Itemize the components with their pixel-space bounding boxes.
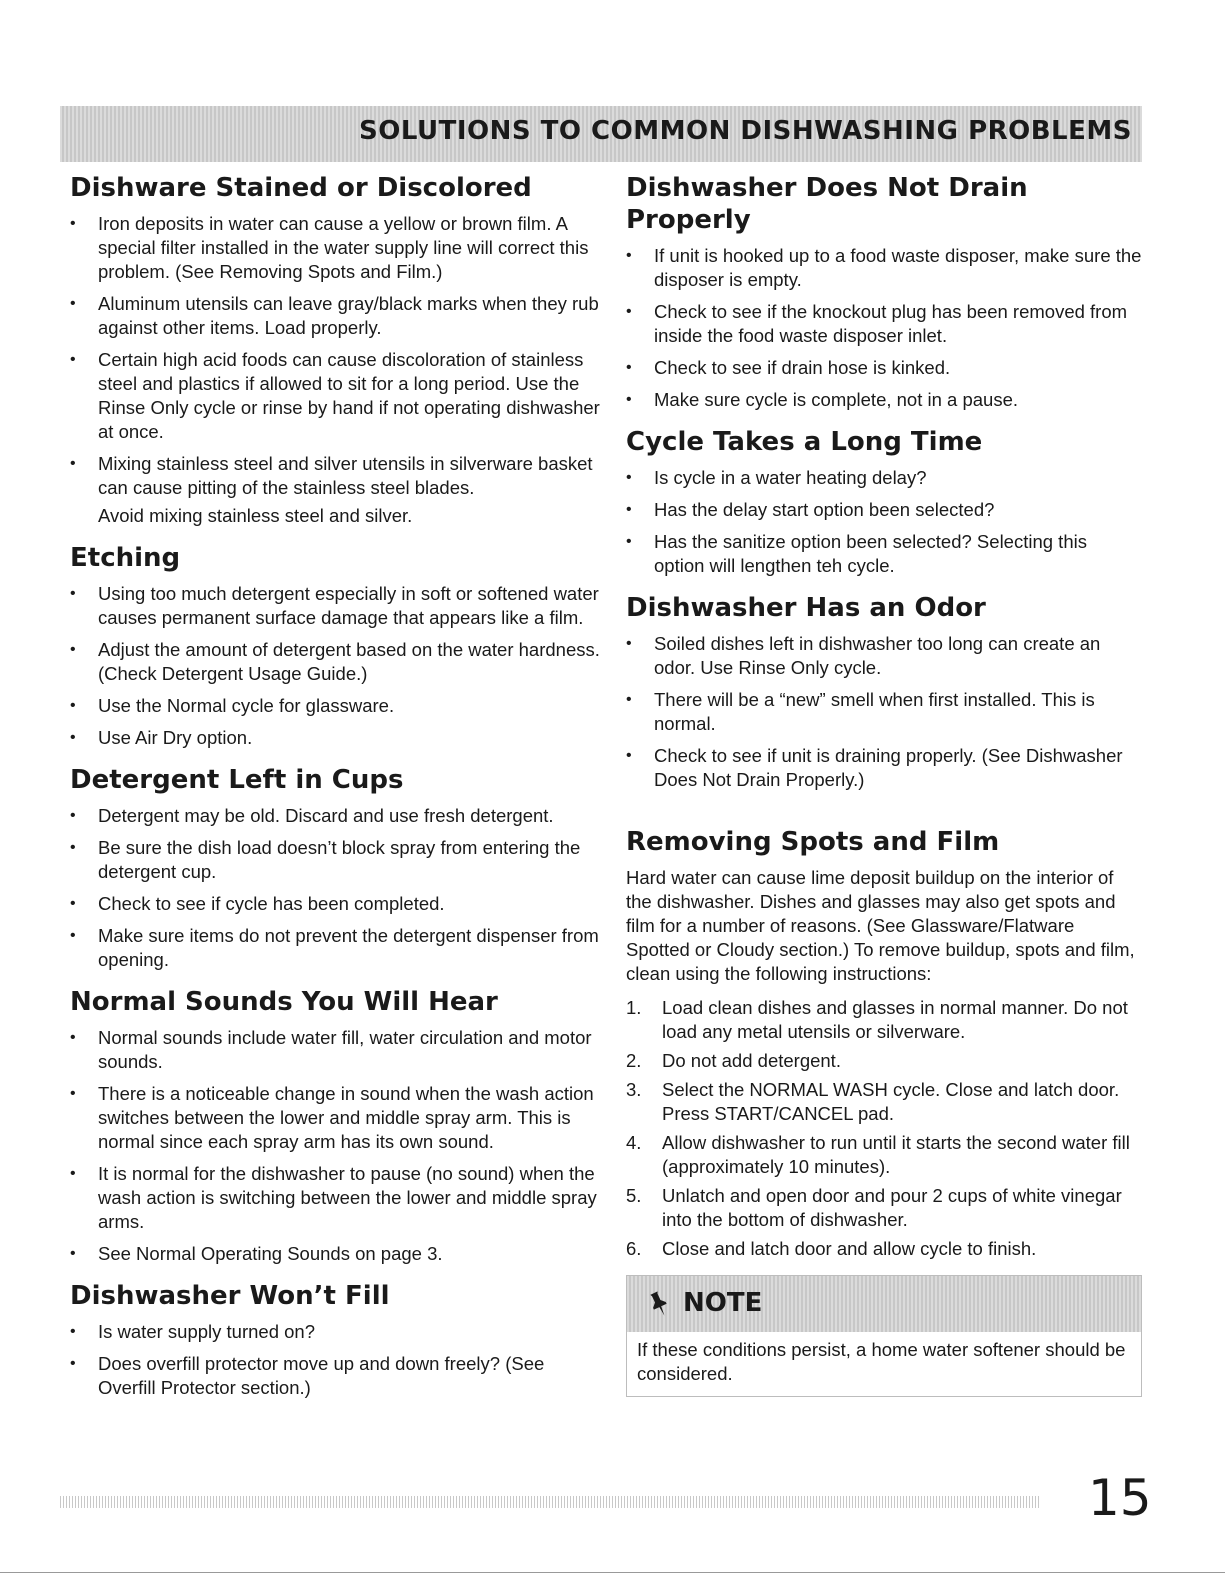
- step-number: 5.: [626, 1185, 642, 1206]
- section-cycle: [626, 426, 1142, 578]
- section-heading: Removing Spots and Film: [626, 827, 1000, 857]
- page-number: 15: [1088, 1469, 1152, 1527]
- step-text: Allow dishwasher to run until it starts the second water fill (approximately 10 minutes).: [662, 1132, 1130, 1177]
- list-item: • Iron deposits in water can cause a yellow or brown film. A special filter installed in the water supply line will correct this problem. (See Removing Spots and Film.): [70, 212, 600, 284]
- step-text: Unlatch and open door and pour 2 cups of white vinegar into the bottom of dishwasher.: [662, 1185, 1122, 1230]
- list-item: • Has the sanitize option been selected? Selecting this option will lengthen teh cycle.: [626, 530, 1142, 578]
- numbered-list: [626, 996, 1142, 1261]
- list-item: • Make sure items do not prevent the detergent dispenser from opening.: [70, 924, 600, 972]
- bullet-list: [70, 804, 600, 972]
- step-text: Load clean dishes and glasses in normal manner. Do not load any metal utensils or silverware.: [662, 997, 1128, 1042]
- list-item: [626, 996, 1142, 1044]
- list-item: • Certain high acid foods can cause discoloration of stainless steel and plastics if allowed to sit for a long period. Use the Rinse Only cycle or rinse by hand if not operating dishwasher at once.: [70, 348, 600, 444]
- list-item: • Check to see if unit is draining properly. (See Dishwasher Does Not Drain Properly.): [626, 744, 1142, 792]
- list-item: [626, 1131, 1142, 1179]
- section-spots: [626, 826, 1142, 1261]
- footer-rule: [60, 1496, 1040, 1508]
- step-number: 1.: [626, 997, 642, 1018]
- section-drain: [626, 172, 1142, 412]
- section-fill: [70, 1280, 600, 1400]
- list-item: • Use Air Dry option.: [70, 726, 600, 750]
- list-item: • Normal sounds include water fill, water circulation and motor sounds.: [70, 1026, 600, 1074]
- list-item: • Aluminum utensils can leave gray/black marks when they rub against other items. Load properly.: [70, 292, 600, 340]
- list-item: • Soiled dishes left in dishwasher too long can create an odor. Use Rinse Only cycle.: [626, 632, 1142, 680]
- note-header: [627, 1276, 1141, 1332]
- section-heading: Etching: [70, 543, 181, 573]
- step-number: 6.: [626, 1238, 642, 1259]
- section-odor: [626, 592, 1142, 792]
- page-banner: [60, 106, 1142, 162]
- right-column: [626, 172, 1142, 1397]
- list-item: • Detergent may be old. Discard and use fresh detergent.: [70, 804, 600, 828]
- list-item: • Has the delay start option been selected?: [626, 498, 1142, 522]
- bullet-list: [70, 1320, 600, 1400]
- note-box: [626, 1275, 1142, 1397]
- list-item: • Use the Normal cycle for glassware.: [70, 694, 600, 718]
- list-item: • Be sure the dish load doesn’t block spray from entering the detergent cup.: [70, 836, 600, 884]
- bullet-list: [626, 632, 1142, 792]
- left-column: [70, 172, 600, 1414]
- pushpin-icon: [647, 1290, 671, 1318]
- step-text: Close and latch door and allow cycle to finish.: [662, 1238, 1037, 1259]
- list-item: • Mixing stainless steel and silver utensils in silverware basket can cause pitting of the stainless steel blades.: [70, 452, 600, 500]
- section-heading: Dishwasher Does Not Drain Properly: [626, 173, 1028, 235]
- list-item: • There is a noticeable change in sound when the wash action switches between the lower and middle spray arm. This is normal since each spray arm has its own sound.: [70, 1082, 600, 1154]
- bullet-list: [626, 466, 1142, 578]
- list-item: • Is cycle in a water heating delay?: [626, 466, 1142, 490]
- page-edge-divider: [0, 1572, 1225, 1573]
- section-heading: Dishware Stained or Discolored: [70, 173, 532, 203]
- section-etching: [70, 542, 600, 750]
- list-item: • Does overfill protector move up and down freely? (See Overfill Protector section.): [70, 1352, 600, 1400]
- list-item: [626, 1237, 1142, 1261]
- list-item: [626, 1049, 1142, 1073]
- note-title: NOTE: [683, 1288, 763, 1318]
- section-detergent: [70, 764, 600, 972]
- list-item: [626, 1078, 1142, 1126]
- list-item: • If unit is hooked up to a food waste disposer, make sure the disposer is empty.: [626, 244, 1142, 292]
- list-item: • See Normal Operating Sounds on page 3.: [70, 1242, 600, 1266]
- section-intro: Hard water can cause lime deposit buildup on the interior of the dishwasher. Dishes and glasses may also get spots and film for a number of reasons. (See Glassware/Flatware Spotted or Cloudy section.) To remove buildup, spots and film, clean using the following instructions:: [626, 867, 1135, 984]
- bullet-list: [626, 244, 1142, 412]
- section-heading: Cycle Takes a Long Time: [626, 427, 983, 457]
- section-heading: Dishwasher Has an Odor: [626, 593, 986, 623]
- bullet-list: [70, 1026, 600, 1266]
- step-number: 2.: [626, 1050, 642, 1071]
- continuation-text: Avoid mixing stainless steel and silver.: [98, 505, 413, 526]
- list-item: • Check to see if cycle has been completed.: [70, 892, 600, 916]
- bullet-list: [70, 582, 600, 750]
- list-item: • Adjust the amount of detergent based on the water hardness. (Check Detergent Usage Guide.): [70, 638, 600, 686]
- bullet-list: [70, 212, 600, 500]
- list-item: • Is water supply turned on?: [70, 1320, 600, 1344]
- list-item: • It is normal for the dishwasher to pause (no sound) when the wash action is switching between the lower and middle spray arms.: [70, 1162, 600, 1234]
- section-heading: Detergent Left in Cups: [70, 765, 404, 795]
- section-sounds: [70, 986, 600, 1266]
- section-heading: Dishwasher Won’t Fill: [70, 1281, 390, 1311]
- list-item: • Using too much detergent especially in soft or softened water causes permanent surface damage that appears like a film.: [70, 582, 600, 630]
- note-text: If these conditions persist, a home water softener should be considered.: [637, 1339, 1126, 1384]
- page-title: SOLUTIONS TO COMMON DISHWASHING PROBLEMS: [359, 116, 1132, 146]
- list-item: • Check to see if drain hose is kinked.: [626, 356, 1142, 380]
- list-item: • Make sure cycle is complete, not in a pause.: [626, 388, 1142, 412]
- list-item: • There will be a “new” smell when first installed. This is normal.: [626, 688, 1142, 736]
- section-heading: Normal Sounds You Will Hear: [70, 987, 498, 1017]
- step-text: Do not add detergent.: [662, 1050, 841, 1071]
- section-stained: [70, 172, 600, 528]
- step-text: Select the NORMAL WASH cycle. Close and latch door. Press START/CANCEL pad.: [662, 1079, 1120, 1124]
- list-item: • Check to see if the knockout plug has been removed from inside the food waste disposer inlet.: [626, 300, 1142, 348]
- step-number: 3.: [626, 1079, 642, 1100]
- step-number: 4.: [626, 1132, 642, 1153]
- list-item: [626, 1184, 1142, 1232]
